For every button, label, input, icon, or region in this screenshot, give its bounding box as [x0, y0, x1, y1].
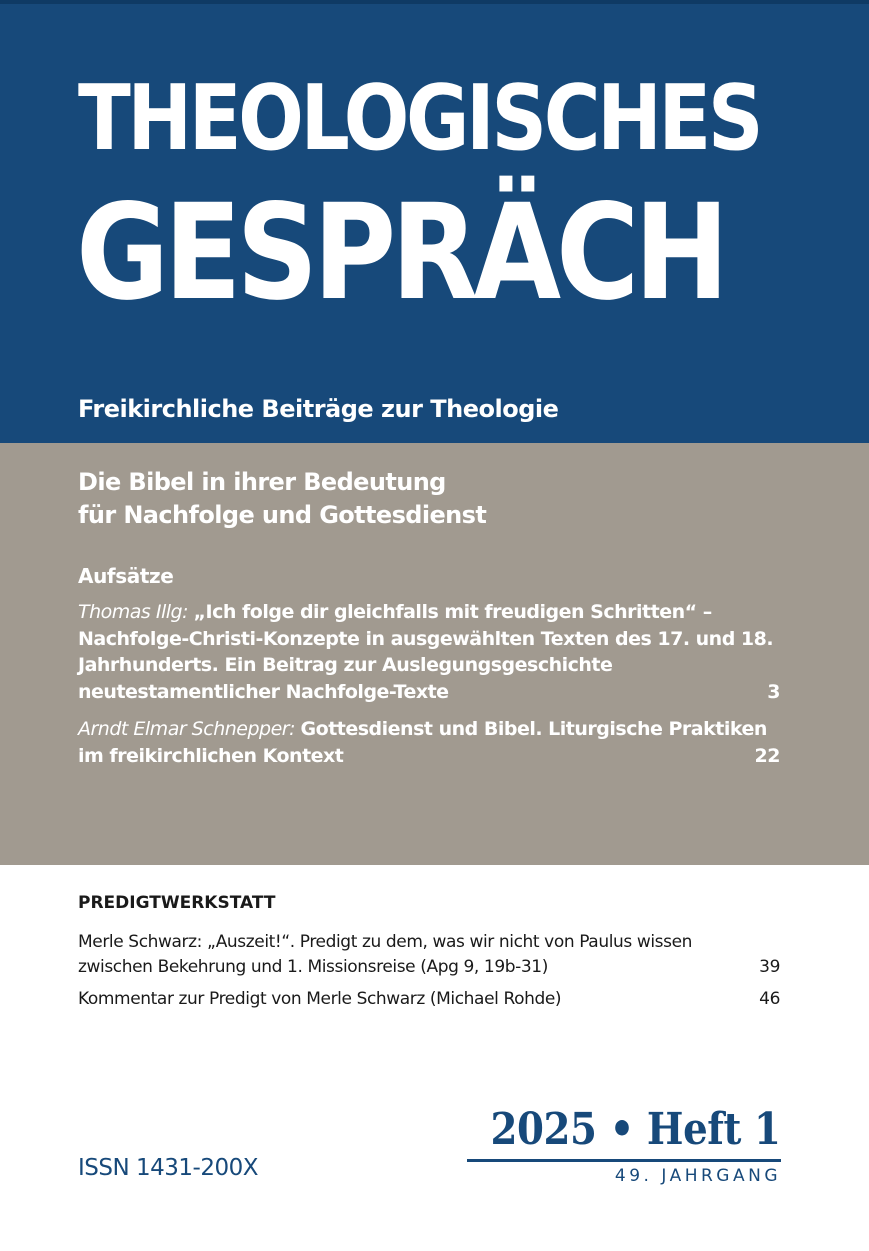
issue-topic-line1: Die Bibel in ihrer Bedeutung [78, 468, 446, 496]
year-issue: 2025 • Heft 1 [490, 1104, 780, 1155]
issn: ISSN 1431-200X [78, 1155, 258, 1181]
article-page-number: 22 [754, 744, 780, 767]
article-author: Thomas Illg: [78, 601, 188, 623]
articles-heading: Aufsätze [78, 564, 174, 588]
sermon-entry [78, 987, 780, 1012]
volume-number: 49. JAHRGANG [614, 1166, 781, 1186]
journal-subtitle: Freikirchliche Beiträge zur Theologie [78, 395, 559, 423]
journal-title-line2: GESPRÄCH [76, 176, 724, 330]
year-underline [467, 1159, 781, 1162]
journal-title-line1: THEOLOGISCHES [78, 66, 761, 171]
sermon-entry [78, 930, 780, 980]
article-title: „Ich folge dir gleichfalls mit freudigen Schritten“ – Nachfolge-Christi-Konzepte in ausgewählten Texten des 17. und 18. Jahrhunderts. Ein Beitrag zur Auslegungsgeschichte neutestamentlicher Nachfolge-Texte [78, 601, 774, 703]
issue-topic-line2: für Nachfolge und Gottesdienst [78, 501, 487, 529]
sermon-page-number: 39 [759, 957, 780, 977]
sermon-entry-text: Kommentar zur Predigt von Merle Schwarz (Michael Rohde) [78, 989, 562, 1009]
sermon-entry-text: Merle Schwarz: „Auszeit!“. Predigt zu dem, was wir nicht von Paulus wissen zwischen Bekehrung und 1. Missionsreise (Apg 9, 19b-31) [78, 932, 693, 977]
top-edge-rule [0, 0, 869, 4]
sermon-page-number: 46 [759, 989, 780, 1009]
article-author: Arndt Elmar Schnepper: [78, 718, 295, 740]
article-entry [78, 716, 780, 769]
article-title: Gottesdienst und Bibel. Liturgische Praktiken im freikirchlichen Kontext [78, 718, 767, 767]
article-entry [78, 599, 780, 705]
article-page-number: 3 [767, 680, 780, 703]
sermon-workshop-heading: PREDIGTWERKSTATT [78, 893, 276, 913]
issue-topic [78, 466, 778, 532]
